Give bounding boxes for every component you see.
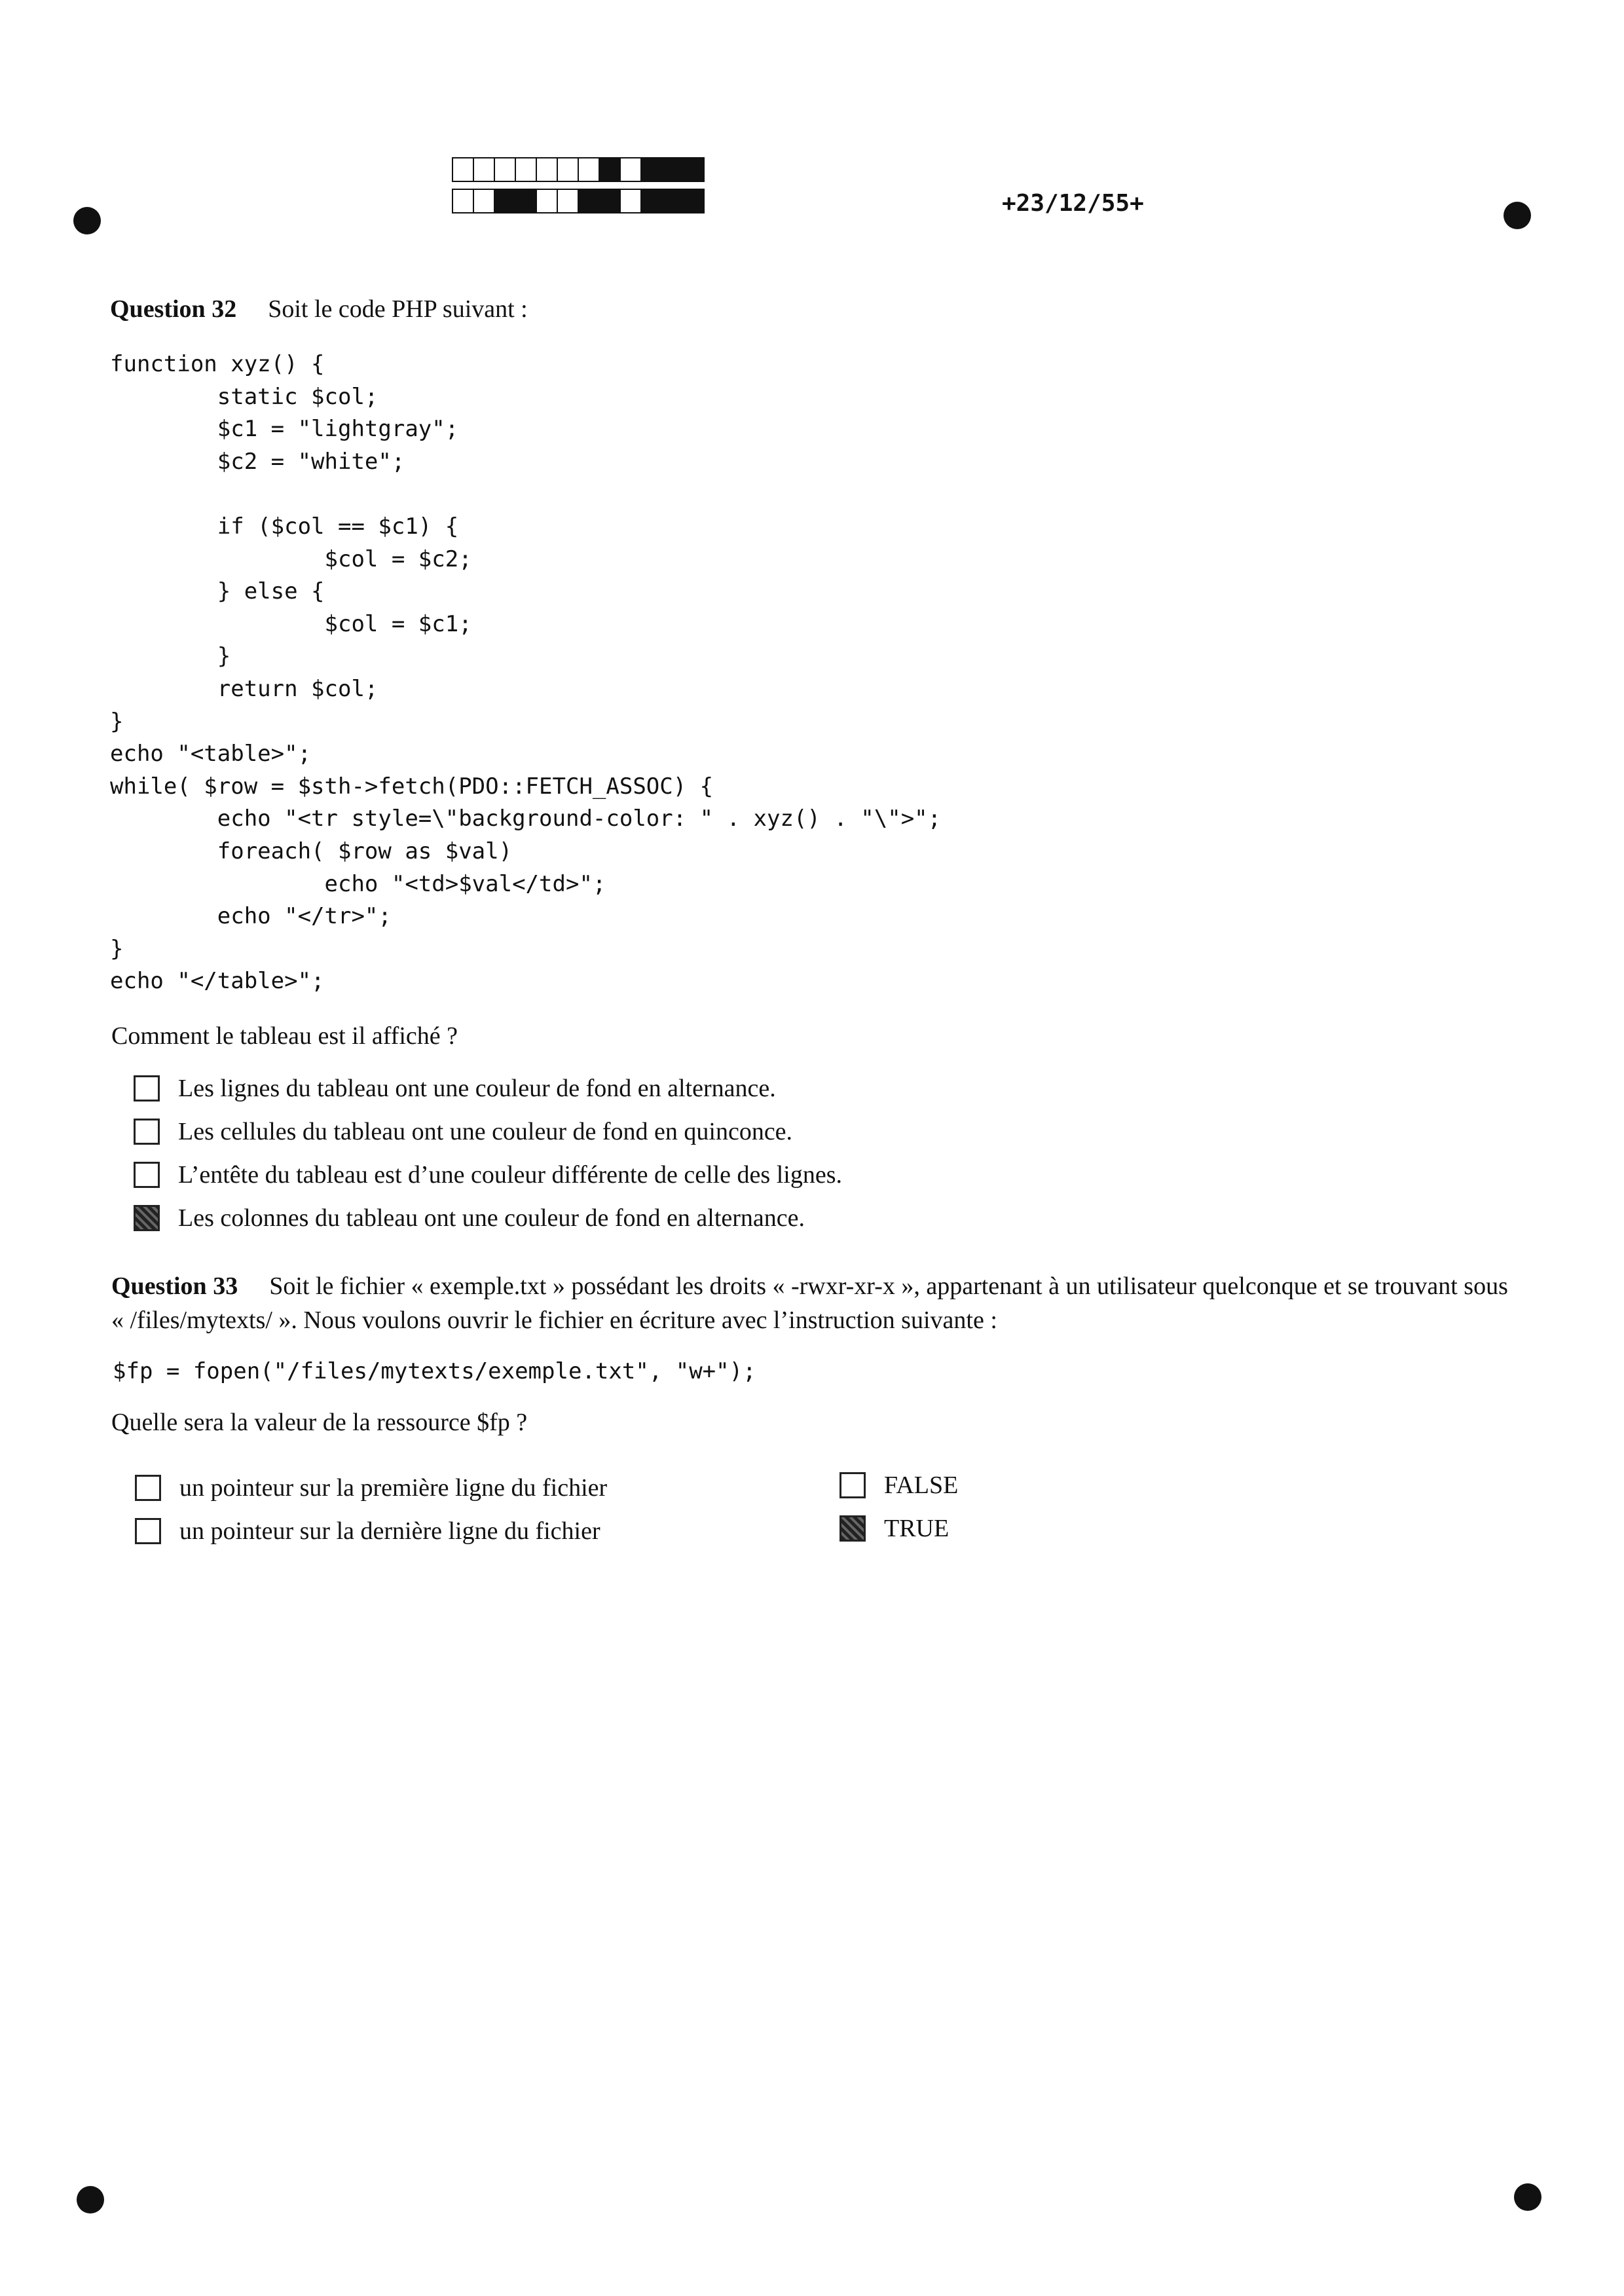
registration-mark-bottom-right [1514,2183,1541,2211]
q33-choice-2-checkbox[interactable] [135,1518,161,1544]
barcode-cell [473,189,495,213]
barcode-cell [494,189,516,213]
q33-choice-2-label: un pointeur sur la dernière ligne du fichier [179,1517,600,1545]
barcode-cell [599,189,621,213]
barcode-cell [682,157,705,182]
barcode-cell [599,157,621,182]
barcode-cell [557,189,579,213]
registration-mark-bottom-left [77,2186,104,2213]
barcode-cell [640,157,663,182]
q32-choice-4[interactable] [134,1204,805,1232]
barcode-cell [536,189,558,213]
q33-choice-4[interactable] [840,1514,949,1543]
q33-choice-1-checkbox[interactable] [135,1475,161,1501]
q32-choice-1-label: Les lignes du tableau ont une couleur de fond en alternance. [178,1075,776,1102]
question-33-number: Question 33 [111,1272,238,1300]
q33-choice-2[interactable] [135,1517,600,1546]
barcode-cell [473,157,495,182]
barcode-cell [452,157,474,182]
barcode-cell [515,189,537,213]
question-33-prompt: Quelle sera la valeur de la ressource $fp ? [111,1409,528,1436]
q32-choice-2-label: Les cellules du tableau ont une couleur de fond en quinconce. [178,1118,793,1145]
barcode-cell [578,189,600,213]
barcode-cell [578,157,600,182]
q32-choice-4-checkbox[interactable] [134,1205,160,1231]
q32-choice-1-checkbox[interactable] [134,1075,160,1102]
paper-id: +23/12/55+ [1002,190,1144,217]
question-33-code: $fp = fopen("/files/mytexts/exemple.txt", "w+"); [113,1358,756,1384]
q32-choice-3-checkbox[interactable] [134,1162,160,1188]
question-33-heading [111,1269,1513,1337]
question-32-prompt: Comment le tableau est il affiché ? [111,1022,458,1050]
q33-choice-1-label: un pointeur sur la première ligne du fichier [179,1474,608,1502]
barcode-cell [619,189,642,213]
q32-choice-2[interactable] [134,1117,792,1146]
barcode-row-2 [452,189,703,212]
barcode-cell [452,189,474,213]
question-32-intro: Soit le code PHP suivant : [268,295,528,323]
registration-mark-top-left [73,207,101,234]
question-32-heading [110,295,528,324]
barcode-cell [661,157,684,182]
question-33-intro: Soit le fichier « exemple.txt » possédant les droits « -rwxr-xr-x », appartenant à un utilisateur quelconque et se trouvant sous « /files/mytexts/ ». Nous voulons ouvrir le fichier en écriture avec l’instruction suivante : [111,1272,1508,1334]
q33-choice-4-label: TRUE [884,1515,950,1542]
q32-choice-1[interactable] [134,1074,776,1103]
q32-choice-4-label: Les colonnes du tableau ont une couleur de fond en alternance. [178,1204,805,1232]
barcode-cell [536,157,558,182]
q33-choice-3[interactable] [840,1471,958,1500]
registration-mark-top-right [1504,202,1531,229]
q32-choice-3-label: L’entête du tableau est d’une couleur différente de celle des lignes. [178,1161,842,1189]
q33-choice-3-label: FALSE [884,1472,959,1499]
barcode-row-1 [452,157,703,181]
barcode-cell [682,189,705,213]
barcode-cell [515,157,537,182]
barcode-cell [494,157,516,182]
q33-choice-3-checkbox[interactable] [840,1472,866,1498]
q32-choice-3[interactable] [134,1160,842,1189]
q33-choice-1[interactable] [135,1473,607,1502]
barcode-cell [557,157,579,182]
barcode-cell [640,189,663,213]
question-32-code: function xyz() { static $col; $c1 = "lightgray"; $c2 = "white"; if ($col == $c1) { $col = $c2; } else { $col = $c1; } return $col; } echo "<table>"; while( $row = $sth->fetch(PDO::FETCH_ASSOC) { echo "<tr style=\"background-color: " . xyz() . "\">"; foreach( $row as $val) echo "<td>$val</td>"; echo "</tr>"; } echo "</table>"; [110,351,942,995]
question-32-number: Question 32 [110,295,237,323]
barcode-cell [619,157,642,182]
q33-choice-4-checkbox[interactable] [840,1515,866,1542]
barcode-cell [661,189,684,213]
q32-choice-2-checkbox[interactable] [134,1119,160,1145]
